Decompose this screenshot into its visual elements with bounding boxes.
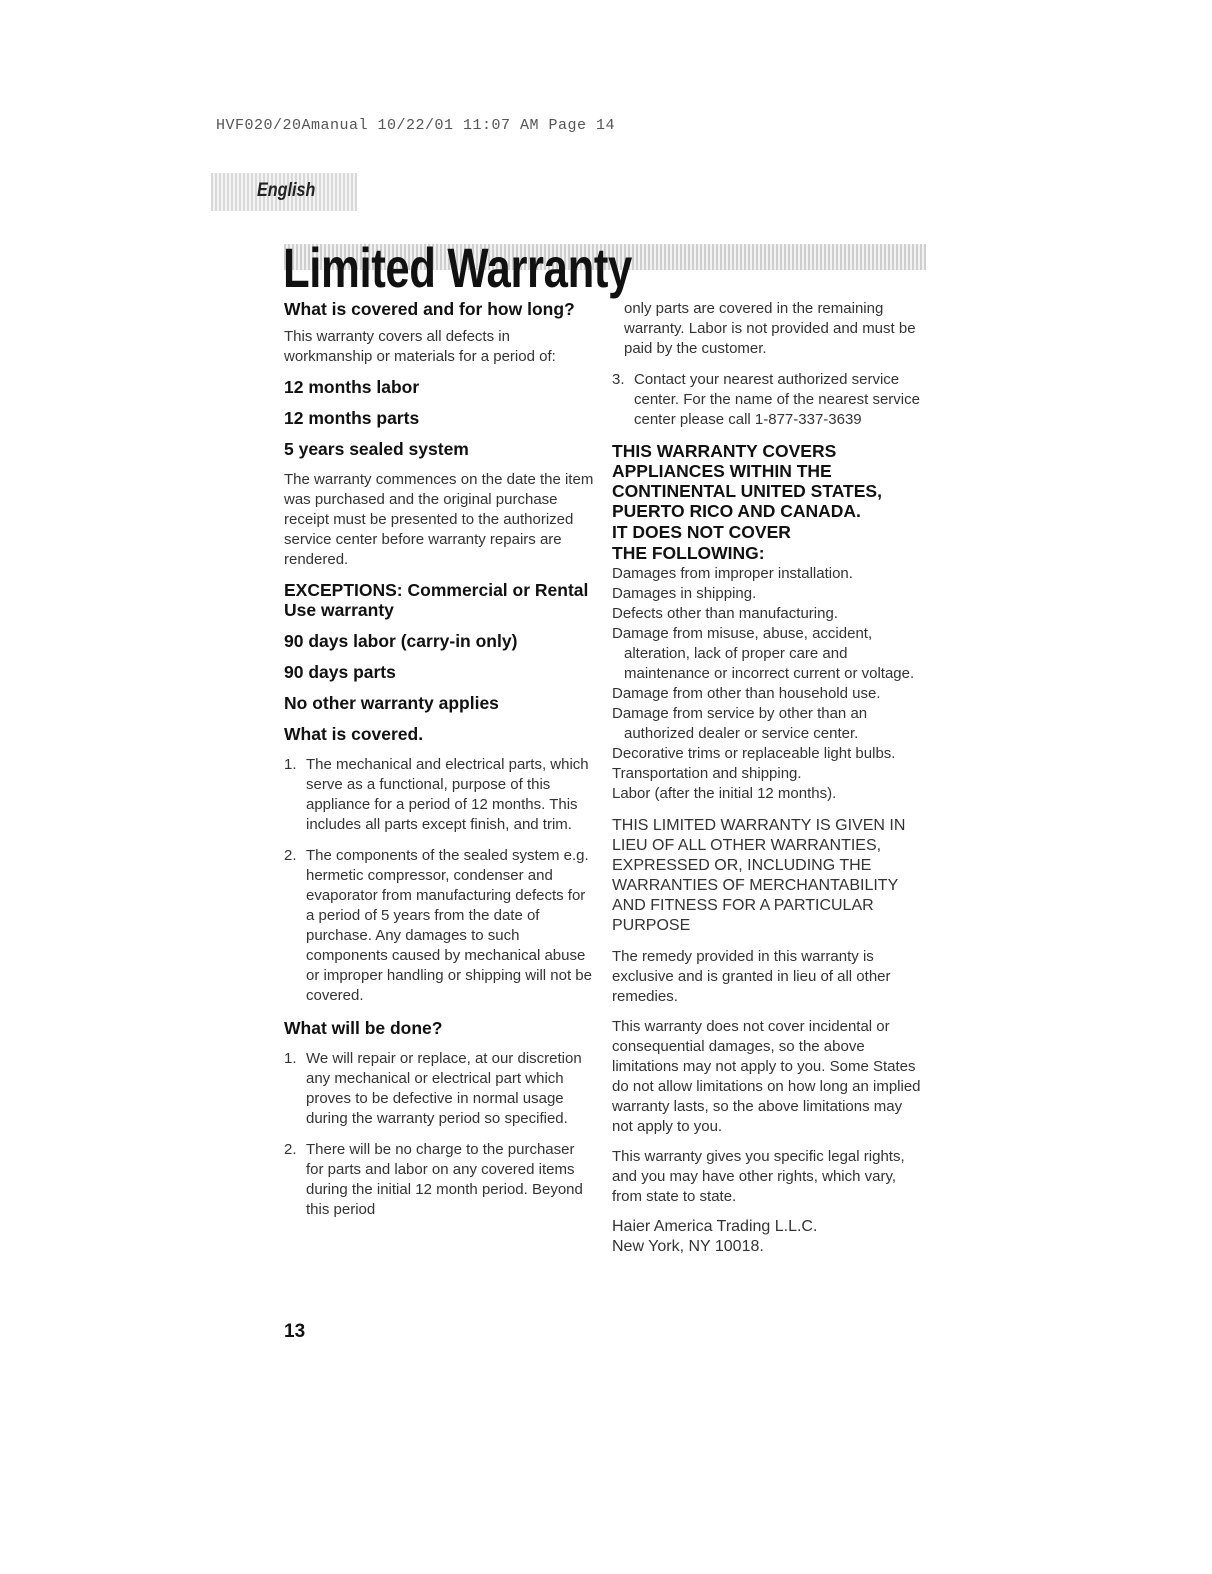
list-item: Decorative trims or replaceable light bulbs. <box>612 745 896 762</box>
exception-no-other: No other warranty applies <box>284 693 499 713</box>
period-parts: 12 months parts <box>284 408 420 428</box>
exception-parts: 90 days parts <box>284 662 396 682</box>
company-address: New York, NY 10018. <box>612 1238 764 1255</box>
what-is-covered-heading: What is covered. <box>284 724 424 744</box>
left-column <box>284 299 594 1232</box>
list-item: 3. Contact your nearest authorized service center. For the name of the nearest service center please call 1-877-337-3639 <box>612 371 920 428</box>
list-item: Damage from other than household use. <box>612 685 881 702</box>
coverage-question-heading: What is covered and for how long? <box>284 299 575 319</box>
list-item: Damage from service by other than an authorized dealer or service center. <box>612 705 868 742</box>
exception-labor: 90 days labor (carry-in only) <box>284 631 518 651</box>
company-name: Haier America Trading L.L.C. <box>612 1218 818 1235</box>
exceptions-heading: EXCEPTIONS: Commercial or Rental Use warranty <box>284 580 589 620</box>
lieu-of-warranties-text: THIS LIMITED WARRANTY IS GIVEN IN LIEU OF ALL OTHER WARRANTIES, EXPRESSED OR, INCLUDING THE WARRANTIES OF MERCHANTABILITY AND FITNESS FOR A PARTICULAR PURPOSE <box>612 817 906 934</box>
list-item: 2. There will be no charge to the purchaser for parts and labor on any covered items during the initial 12 month period. Beyond this period <box>284 1141 583 1218</box>
list-continuation: only parts are covered in the remaining warranty. Labor is not provided and must be paid by the customer. <box>624 300 916 357</box>
language-label: English <box>257 180 316 201</box>
list-item: Transportation and shipping. <box>612 765 802 782</box>
remedy-text: The remedy provided in this warranty is exclusive and is granted in lieu of all other remedies. <box>612 948 891 1005</box>
not-covered-heading-line1: IT DOES NOT COVER <box>612 522 791 542</box>
page-title: Limited Warranty <box>283 236 632 299</box>
not-covered-heading-line2: THE FOLLOWING: <box>612 543 765 563</box>
page-number: 13 <box>284 1321 306 1342</box>
list-item: Damage from misuse, abuse, accident, alteration, lack of proper care and maintenance or incorrect current or voltage. <box>612 625 915 682</box>
list-item: Damages from improper installation. <box>612 565 853 582</box>
legal-rights-text: This warranty gives you specific legal rights, and you may have other rights, which vary, from state to state. <box>612 1148 905 1205</box>
done-list <box>284 1049 594 1220</box>
warranty-commence-text: The warranty commences on the date the item was purchased and the original purchase receipt must be presented to the authorized service center before warranty repairs are rendered. <box>284 471 594 568</box>
language-tab <box>211 173 357 211</box>
list-item: 1. We will repair or replace, at our discretion any mechanical or electrical part which proves to be defective in normal usage during the warranty period so specified. <box>284 1050 582 1127</box>
print-header-line: HVF020/20Amanual 10/22/01 11:07 AM Page 14 <box>216 117 616 134</box>
list-item: Defects other than manufacturing. <box>612 605 838 622</box>
what-will-be-done-heading: What will be done? <box>284 1018 443 1038</box>
done-list-continued <box>612 370 926 430</box>
list-item: Labor (after the initial 12 months). <box>612 785 837 802</box>
right-column <box>612 299 926 1268</box>
period-sealed-system: 5 years sealed system <box>284 439 469 459</box>
covered-list <box>284 755 594 1006</box>
incidental-damages-text: This warranty does not cover incidental or consequential damages, so the above limitations may not apply to you. Some States do not allow limitations on how long an implied warranty lasts, so the above limitations may not apply to you. <box>612 1018 921 1135</box>
period-labor: 12 months labor <box>284 377 420 397</box>
list-item: 2. The components of the sealed system e.g. hermetic compressor, condenser and evaporator from manufacturing defects for a period of 5 years from the date of purchase. Any damages to such components caused by mechanical abuse or improper handling or shipping will not be covered. <box>284 847 592 1004</box>
coverage-intro: This warranty covers all defects in workmanship or materials for a period of: <box>284 328 556 365</box>
coverage-area-heading: THIS WARRANTY COVERS APPLIANCES WITHIN THE CONTINENTAL UNITED STATES, PUERTO RICO AND CANADA. <box>612 441 882 521</box>
list-item: 1. The mechanical and electrical parts, which serve as a functional, purpose of this appliance for a period of 12 months. This includes all parts except finish, and trim. <box>284 756 589 833</box>
list-item: Damages in shipping. <box>612 585 757 602</box>
exclusions-list <box>612 564 926 804</box>
